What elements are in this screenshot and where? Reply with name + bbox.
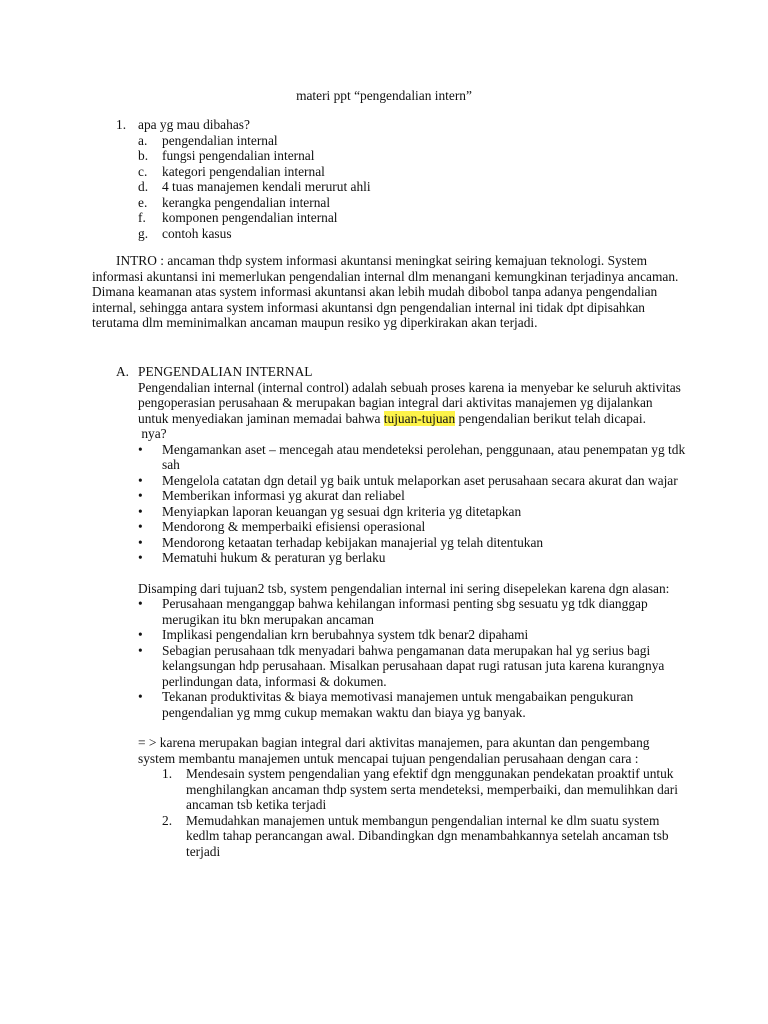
agenda-heading-text: apa yg mau dibahas? [138, 117, 250, 132]
agenda-item-text: contoh kasus [162, 225, 232, 241]
goal-item [138, 473, 686, 489]
ways-list [162, 766, 686, 859]
agenda-item [138, 226, 371, 242]
goal-text: Mengelola catatan dgn detail yg baik untuk melaporkan aset perusahaan secara akurat dan wajar [162, 472, 678, 488]
agenda-item-text: kategori pengendalian internal [162, 163, 325, 179]
way-item [162, 766, 686, 813]
intro-text: INTRO : ancaman thdp system informasi akuntansi meningkat seiring kemajuan teknologi. System informasi akuntansi ini memerlukan pengendalian internal dlm menangani kemungkinan terjadinya ancaman. Dimana keamanan atas system informasi akuntansi akan lebih mudah dibobol tanpa adanya pengendalian internal, sehingga antara system informasi akuntansi dgn pengendalian internal ini tidak dpt dipisahkan terutama dlm meminimalkan ancaman maupun resiko yg diperkirakan akan terjadi. [92, 253, 679, 330]
agenda-item-letter: a. [138, 132, 148, 148]
goal-item [138, 535, 686, 551]
agenda-list [138, 133, 371, 242]
agenda-number: 1. [116, 117, 127, 132]
agenda-item-text: fungsi pengendalian internal [162, 148, 315, 163]
bullet-icon: • [138, 596, 143, 611]
highlighted-text: tujuan-tujuan [383, 410, 456, 426]
bullet-icon: • [138, 472, 143, 488]
agenda-item-letter: e. [138, 194, 148, 210]
agenda-item-letter: c. [138, 163, 148, 179]
reason-text: Sebagian perusahaan tdk menyadari bahwa pengamanan data merupakan hal yg serius bagi kelangsungan hdp perusahaan. Misalkan perusahaan dapat rugi ratusan juta karena kurangnya perlindungan data, informasi & dokumen. [162, 642, 665, 689]
goal-item [138, 519, 686, 535]
bullet-icon: • [138, 689, 143, 704]
goal-text: Mengamankan aset – mencegah atau mendeteksi perolehan, penggunaan, atau penempatan yg tdk sah [162, 441, 686, 472]
way-item [162, 813, 686, 860]
agenda-item-letter: b. [138, 148, 149, 163]
section-a-body [138, 380, 686, 860]
agenda-item-letter: g. [138, 225, 149, 241]
reason-item [138, 643, 686, 690]
reason-item [138, 627, 686, 643]
goal-text: Mematuhi hukum & peraturan yg berlaku [162, 550, 386, 565]
goal-item [138, 442, 686, 473]
way-text: Memudahkan manajemen untuk membangun pengendalian internal ke dlm suatu system kedlm tahap perancangan awal. Dibandingkan dgn menambahkannya setelah ancaman tsb terjadi [186, 812, 669, 859]
reasons-list [138, 596, 686, 720]
way-number: 2. [162, 812, 173, 828]
section-a-heading-text: PENGENDALIAN INTERNAL [138, 364, 313, 379]
agenda-item-text: kerangka pengendalian internal [162, 194, 331, 210]
bullet-icon: • [138, 627, 143, 642]
reason-text: Implikasi pengendalian krn berubahnya system tdk benar2 dipahami [162, 627, 529, 642]
bullet-icon: • [138, 441, 143, 457]
ignored-reasons-intro: Disamping dari tujuan2 tsb, system pengendalian internal ini sering disepelekan karena dgn alasan: [138, 580, 670, 596]
goal-item [138, 550, 686, 566]
bullet-icon: • [138, 503, 143, 519]
agenda-section [116, 117, 371, 241]
definition-text-before: Pengendalian internal (internal control) adalah sebuah proses karena ia menyebar ke seluruh aktivitas pengoperasian perusahaan & merupakan bagian integral dari aktivitas manajemen yg dijalankan untuk menyediakan jaminan memadai bahwa [138, 379, 681, 426]
agenda-item [138, 133, 371, 149]
agenda-item-text: pengendalian internal [162, 132, 278, 148]
nya-note: nya? [138, 426, 167, 441]
spacer [138, 720, 686, 735]
bullet-icon: • [138, 488, 143, 503]
reason-item [138, 596, 686, 627]
agenda-item [138, 179, 371, 195]
agenda-item [138, 164, 371, 180]
definition-text-after: pengendalian berikut telah dicapai. [455, 410, 646, 426]
goal-item [138, 488, 686, 504]
reason-text: Perusahaan menganggap bahwa kehilangan informasi penting sbg sesuatu yg tdk dianggap merugikan itu bkn merupakan ancaman [162, 596, 648, 627]
section-a-heading [116, 364, 686, 380]
way-number: 1. [162, 766, 173, 781]
goal-text: Menyiapkan laporan keuangan yg sesuai dgn kriteria yg ditetapkan [162, 503, 522, 519]
goal-text: Mendorong & memperbaiki efisiensi operasional [162, 519, 426, 534]
intro-paragraph [92, 253, 682, 331]
goal-item [138, 504, 686, 520]
definition-paragraph [138, 380, 686, 427]
agenda-item-text: komponen pengendalian internal [162, 210, 338, 225]
goal-text: Mendorong ketaatan terhadap kebijakan manajerial yg telah ditentukan [162, 534, 544, 550]
bullet-icon: • [138, 642, 143, 658]
conclusion-paragraph: = > karena merupakan bagian integral dari aktivitas manajemen, para akuntan dan pengembang system membantu manajemen untuk mencapai tujuan pengendalian perusahaan dengan cara : [138, 735, 650, 766]
reason-text: Tekanan produktivitas & biaya memotivasi manajemen untuk mengabaikan pengukuran pengendalian yg mmg cukup memakan waktu dan biaya yg banyak. [162, 689, 634, 720]
agenda-item [138, 210, 371, 226]
goals-list [138, 442, 686, 566]
agenda-heading [116, 117, 371, 133]
section-a-letter: A. [116, 364, 130, 379]
bullet-icon: • [138, 534, 143, 550]
document-title: materi ppt “pengendalian intern” [296, 88, 472, 103]
goal-text: Memberikan informasi yg akurat dan reliabel [162, 488, 405, 503]
bullet-icon: • [138, 519, 143, 534]
agenda-item-letter: f. [138, 210, 146, 225]
section-pengendalian-internal [116, 364, 686, 859]
agenda-item-letter: d. [138, 179, 149, 194]
agenda-item [138, 148, 371, 164]
agenda-item [138, 195, 371, 211]
reason-item [138, 689, 686, 720]
bullet-icon: • [138, 550, 143, 565]
way-text: Mendesain system pengendalian yang efektif dgn menggunakan pendekatan proaktif untuk menghilangkan ancaman thdp system serta mendeteksi, memperbaiki, dan memulihkan dari ancaman tsb ketika terjadi [186, 766, 678, 812]
spacer [138, 566, 686, 581]
agenda-item-text: 4 tuas manajemen kendali merurut ahli [162, 179, 371, 194]
